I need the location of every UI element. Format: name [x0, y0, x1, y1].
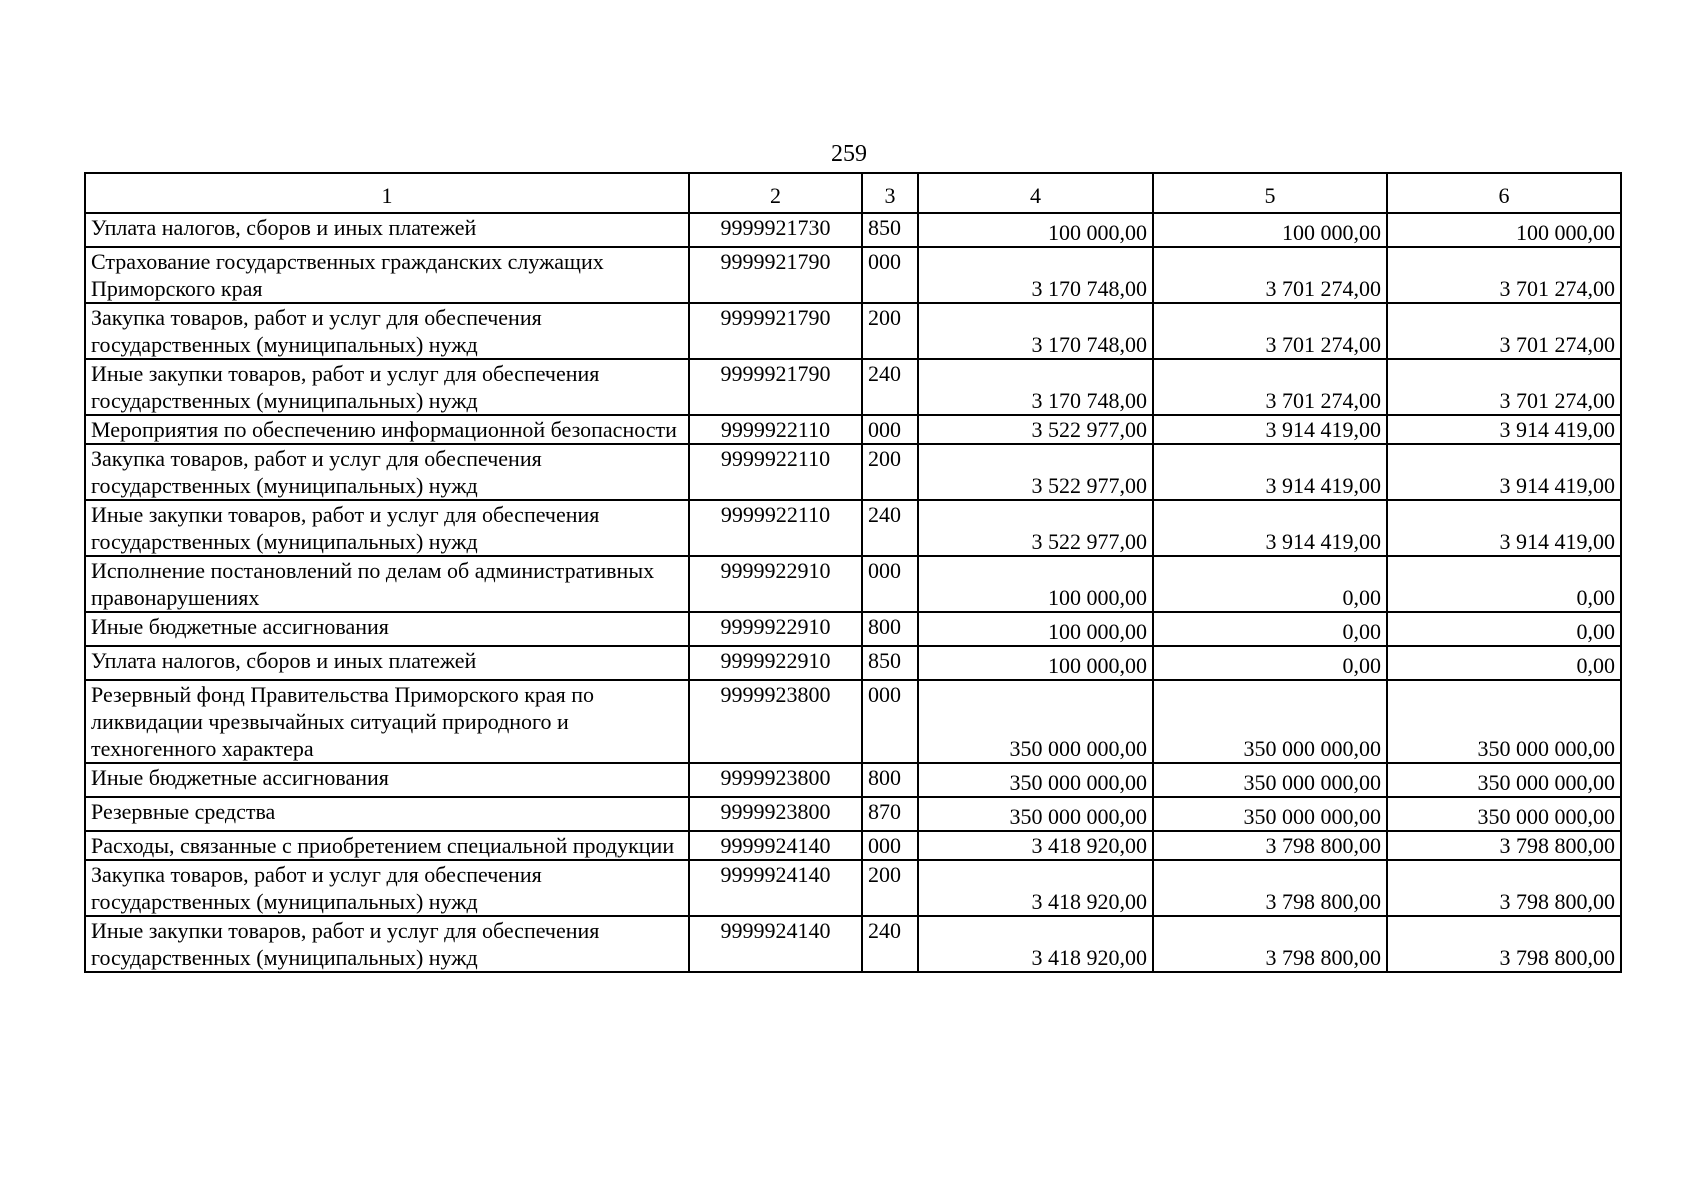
column-header-6: 6 — [1387, 173, 1621, 213]
expense-type-code: 240 — [862, 359, 918, 415]
amount-column-4: 3 418 920,00 — [918, 916, 1153, 972]
expense-type-code: 000 — [862, 556, 918, 612]
expense-type-code: 000 — [862, 680, 918, 763]
table-row — [85, 646, 1621, 680]
table-row — [85, 556, 1621, 612]
amount-column-4: 3 170 748,00 — [918, 247, 1153, 303]
column-header-2: 2 — [689, 173, 862, 213]
amount-column-5: 3 798 800,00 — [1153, 916, 1387, 972]
target-article-code: 9999923800 — [689, 797, 862, 831]
target-article-code: 9999922110 — [689, 444, 862, 500]
expense-name: Исполнение постановлений по делам об административных правонарушениях — [85, 556, 689, 612]
amount-column-6: 3 914 419,00 — [1387, 500, 1621, 556]
amount-column-4: 3 522 977,00 — [918, 415, 1153, 444]
table-row — [85, 680, 1621, 763]
expense-name: Уплата налогов, сборов и иных платежей — [85, 213, 689, 247]
target-article-code: 9999923800 — [689, 680, 862, 763]
amount-column-4: 3 522 977,00 — [918, 444, 1153, 500]
amount-column-4: 350 000 000,00 — [918, 680, 1153, 763]
amount-column-4: 3 170 748,00 — [918, 303, 1153, 359]
amount-column-4: 100 000,00 — [918, 213, 1153, 247]
expense-name: Иные закупки товаров, работ и услуг для обеспечения государственных (муниципальных) нужд — [85, 359, 689, 415]
table-row — [85, 303, 1621, 359]
expense-name: Мероприятия по обеспечению информационной безопасности — [85, 415, 689, 444]
amount-column-5: 3 914 419,00 — [1153, 500, 1387, 556]
amount-column-4: 100 000,00 — [918, 612, 1153, 646]
expense-type-code: 240 — [862, 500, 918, 556]
amount-column-6: 3 798 800,00 — [1387, 916, 1621, 972]
table-row — [85, 797, 1621, 831]
column-header-4: 4 — [918, 173, 1153, 213]
target-article-code: 9999921790 — [689, 303, 862, 359]
amount-column-6: 100 000,00 — [1387, 213, 1621, 247]
amount-column-4: 100 000,00 — [918, 556, 1153, 612]
amount-column-6: 3 701 274,00 — [1387, 359, 1621, 415]
expense-name: Расходы, связанные с приобретением специальной продукции — [85, 831, 689, 860]
expense-name: Иные бюджетные ассигнования — [85, 612, 689, 646]
amount-column-5: 3 914 419,00 — [1153, 444, 1387, 500]
amount-column-6: 3 798 800,00 — [1387, 860, 1621, 916]
amount-column-6: 3 701 274,00 — [1387, 247, 1621, 303]
table-row — [85, 415, 1621, 444]
expense-type-code: 850 — [862, 646, 918, 680]
table-row — [85, 359, 1621, 415]
target-article-code: 9999922910 — [689, 612, 862, 646]
amount-column-6: 0,00 — [1387, 612, 1621, 646]
expense-name: Страхование государственных гражданских служащих Приморского края — [85, 247, 689, 303]
expense-name: Иные бюджетные ассигнования — [85, 763, 689, 797]
amount-column-4: 350 000 000,00 — [918, 763, 1153, 797]
amount-column-5: 350 000 000,00 — [1153, 763, 1387, 797]
expense-name: Закупка товаров, работ и услуг для обеспечения государственных (муниципальных) нужд — [85, 303, 689, 359]
table-row — [85, 612, 1621, 646]
target-article-code: 9999922910 — [689, 646, 862, 680]
target-article-code: 9999922110 — [689, 415, 862, 444]
amount-column-4: 3 418 920,00 — [918, 831, 1153, 860]
expense-type-code: 870 — [862, 797, 918, 831]
amount-column-6: 3 914 419,00 — [1387, 444, 1621, 500]
amount-column-6: 0,00 — [1387, 556, 1621, 612]
amount-column-5: 3 701 274,00 — [1153, 359, 1387, 415]
table-row — [85, 916, 1621, 972]
amount-column-5: 3 798 800,00 — [1153, 831, 1387, 860]
amount-column-6: 350 000 000,00 — [1387, 797, 1621, 831]
expense-type-code: 850 — [862, 213, 918, 247]
expense-name: Уплата налогов, сборов и иных платежей — [85, 646, 689, 680]
amount-column-6: 350 000 000,00 — [1387, 763, 1621, 797]
amount-column-6: 3 914 419,00 — [1387, 415, 1621, 444]
target-article-code: 9999923800 — [689, 763, 862, 797]
expense-type-code: 200 — [862, 444, 918, 500]
target-article-code: 9999924140 — [689, 860, 862, 916]
amount-column-5: 3 798 800,00 — [1153, 860, 1387, 916]
target-article-code: 9999924140 — [689, 916, 862, 972]
amount-column-4: 3 170 748,00 — [918, 359, 1153, 415]
target-article-code: 9999922110 — [689, 500, 862, 556]
header-row — [85, 173, 1621, 213]
column-header-1: 1 — [85, 173, 689, 213]
target-article-code: 9999921730 — [689, 213, 862, 247]
amount-column-5: 0,00 — [1153, 556, 1387, 612]
expense-type-code: 000 — [862, 247, 918, 303]
amount-column-5: 3 701 274,00 — [1153, 303, 1387, 359]
amount-column-5: 350 000 000,00 — [1153, 680, 1387, 763]
table-row — [85, 763, 1621, 797]
amount-column-4: 3 418 920,00 — [918, 860, 1153, 916]
amount-column-5: 350 000 000,00 — [1153, 797, 1387, 831]
column-header-5: 5 — [1153, 173, 1387, 213]
expense-type-code: 200 — [862, 860, 918, 916]
table-row — [85, 860, 1621, 916]
expense-name: Резервные средства — [85, 797, 689, 831]
expense-type-code: 800 — [862, 763, 918, 797]
expense-name: Закупка товаров, работ и услуг для обеспечения государственных (муниципальных) нужд — [85, 860, 689, 916]
target-article-code: 9999922910 — [689, 556, 862, 612]
expense-type-code: 000 — [862, 415, 918, 444]
amount-column-6: 0,00 — [1387, 646, 1621, 680]
page-number: 259 — [831, 141, 867, 167]
amount-column-5: 0,00 — [1153, 612, 1387, 646]
expense-type-code: 240 — [862, 916, 918, 972]
target-article-code: 9999924140 — [689, 831, 862, 860]
table-row — [85, 213, 1621, 247]
table-row — [85, 444, 1621, 500]
amount-column-5: 100 000,00 — [1153, 213, 1387, 247]
amount-column-6: 350 000 000,00 — [1387, 680, 1621, 763]
amount-column-4: 100 000,00 — [918, 646, 1153, 680]
amount-column-6: 3 798 800,00 — [1387, 831, 1621, 860]
expense-name: Иные закупки товаров, работ и услуг для обеспечения государственных (муниципальных) нужд — [85, 916, 689, 972]
expense-name: Закупка товаров, работ и услуг для обеспечения государственных (муниципальных) нужд — [85, 444, 689, 500]
budget-table — [84, 172, 1622, 973]
amount-column-6: 3 701 274,00 — [1387, 303, 1621, 359]
expense-type-code: 200 — [862, 303, 918, 359]
amount-column-4: 350 000 000,00 — [918, 797, 1153, 831]
expense-type-code: 000 — [862, 831, 918, 860]
target-article-code: 9999921790 — [689, 359, 862, 415]
column-header-3: 3 — [862, 173, 918, 213]
expense-type-code: 800 — [862, 612, 918, 646]
amount-column-5: 0,00 — [1153, 646, 1387, 680]
table-row — [85, 831, 1621, 860]
target-article-code: 9999921790 — [689, 247, 862, 303]
table-row — [85, 500, 1621, 556]
expense-name: Иные закупки товаров, работ и услуг для обеспечения государственных (муниципальных) нужд — [85, 500, 689, 556]
table-row — [85, 247, 1621, 303]
amount-column-4: 3 522 977,00 — [918, 500, 1153, 556]
expense-name: Резервный фонд Правительства Приморского края по ликвидации чрезвычайных ситуаций природного и техногенного характера — [85, 680, 689, 763]
amount-column-5: 3 701 274,00 — [1153, 247, 1387, 303]
amount-column-5: 3 914 419,00 — [1153, 415, 1387, 444]
